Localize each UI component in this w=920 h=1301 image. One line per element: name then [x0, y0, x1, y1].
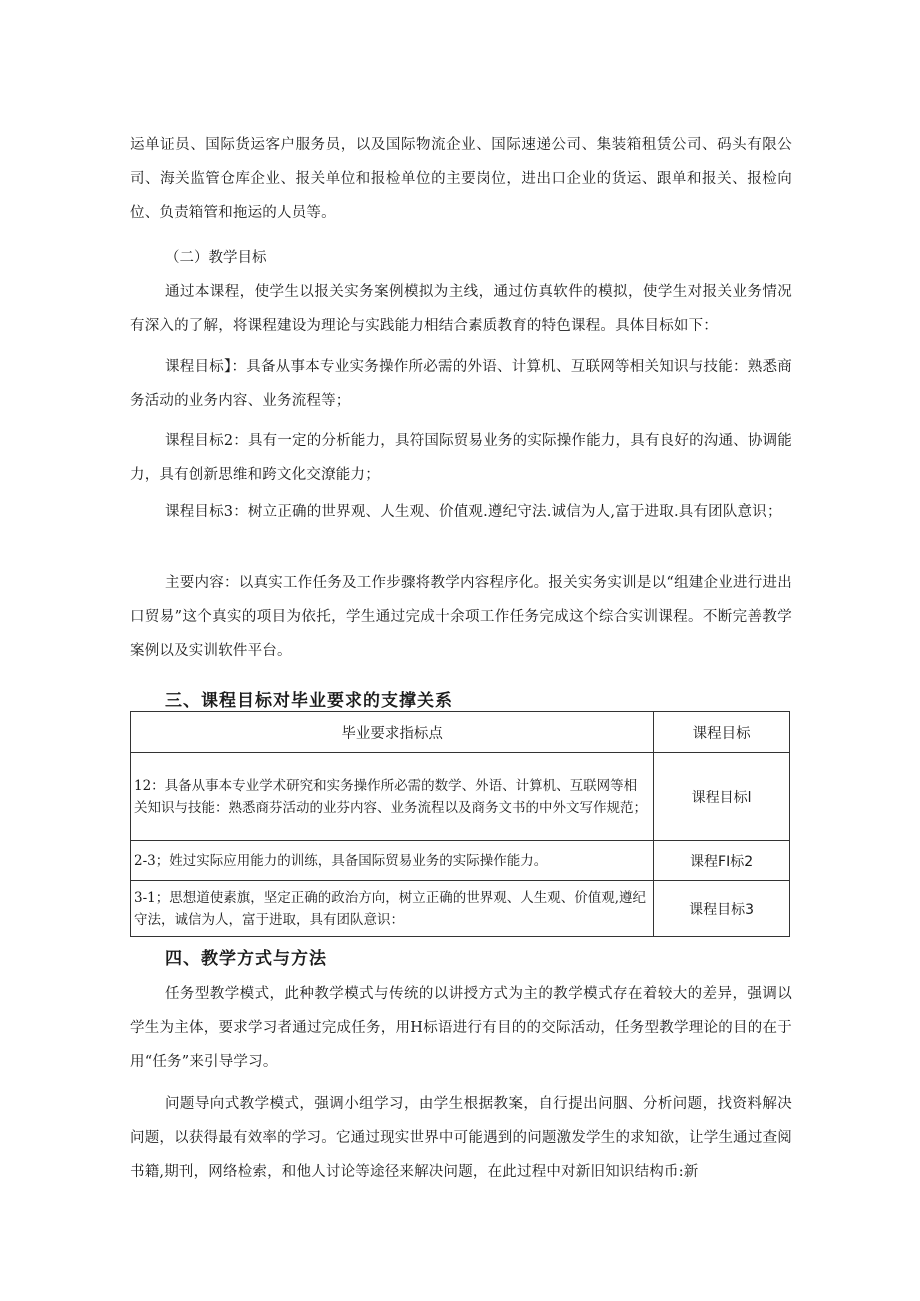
section-4-heading: 四、教学方式与方法: [165, 949, 327, 969]
teaching-goals-overview: 通过本课程，使学生以报关实务案例模拟为主线，通过仿真软件的模拟，使学生对报关业务情况有深入的了解，将课程建设为理论与实践能力相结合素质教育的特色课程。具体目标如下：: [130, 284, 792, 334]
section-3-heading: 三、课程目标对毕业要求的支撑关系: [165, 691, 453, 711]
problem-oriented-teaching-paragraph: 问题导向式教学模式，强调小组学习，由学生根据教案，自行提出问胭、分析问题，找资料解决问题，以获得最有效率的学习。它通过现实世界中可能遇到的问题激发学生的求知欲，让学生通过查阅书籍,期刊，网络检索，和他人讨论等途径来解决问题，在此过程中对新旧知识结构币:新: [130, 1096, 792, 1180]
header-course-goal: 课程目标: [654, 712, 790, 753]
table-row: [131, 841, 790, 881]
main-content-paragraph: 主要内容：以真实工作任务及工作步骤将教学内容程序化。报关实务实训是以“组建企业进行进出口贸易”这个真实的项目为依托，学生通过完成十余项工作任务完成这个综合实训课程。不断完善教学案例以及实训软件平台。: [130, 575, 792, 659]
goal-cell: 课程目标l: [654, 753, 790, 841]
indicator-cell: 12：具备从事本专业学术研究和实务操作所必需的数学、外语、计算机、互联网等相关知识与技能：熟悉商芬活动的业芬内容、业务流程以及商务文书的中外文写作规范；: [131, 753, 654, 841]
goal-cell: 课程FI标2: [654, 841, 790, 881]
requirements-support-table: [130, 711, 790, 937]
table-row: [131, 881, 790, 937]
indicator-cell: 2-3；姓过实际应用能力的训练，具备国际贸易业务的实际操作能力。: [131, 841, 654, 881]
header-indicator: 毕业要求指标点: [131, 712, 654, 753]
table-row: [131, 753, 790, 841]
intro-continuation-paragraph: 运单证员、国际货运客户服务员，以及国际物流企业、国际速递公司、集装箱租赁公司、码头有限公司、海关监管仓库企业、报关单位和报检单位的主要岗位，进出口企业的货运、跟单和报关、报检向位、负责箱管和拖运的人员等。: [130, 137, 792, 221]
course-goal-1: 课程目标】：具备从事本专业实务操作所必需的外语、计算机、互联网等相关知识与技能：熟悉商务活动的业务内容、业务流程等；: [130, 359, 792, 409]
course-goal-3: 课程目标3：树立正确的世界观、人生观、价值观.遵纪守法.诚信为人,富于进取.具有团队意识；: [165, 504, 782, 520]
goal-cell: 课程目标3: [654, 881, 790, 937]
course-goal-2: 课程目标2：具有一定的分析能力，具符国际贸易业务的实际操作能力，具有良好的沟通、协调能力，具有创新思维和跨文化交潦能力；: [130, 433, 792, 483]
indicator-cell: 3-1；思想道使素旗，坚定正确的政治方向，树立正确的世界观、人生观、价值观,遵纪守法，诚信为人，富于进取，具有团队意识：: [131, 881, 654, 937]
task-based-teaching-paragraph: 任务型教学模式，此种教学模式与传统的以讲授方式为主的教学模式存在着较大的差异，强调以学生为主体，要求学习者通过完成任务，用H标语进行有目的的交际活动，任务型教学理论的目的在于用“任务”来引导学习。: [130, 986, 792, 1070]
table-header-row: [131, 712, 790, 753]
teaching-goals-subheading: （二）教学目标: [165, 250, 267, 266]
